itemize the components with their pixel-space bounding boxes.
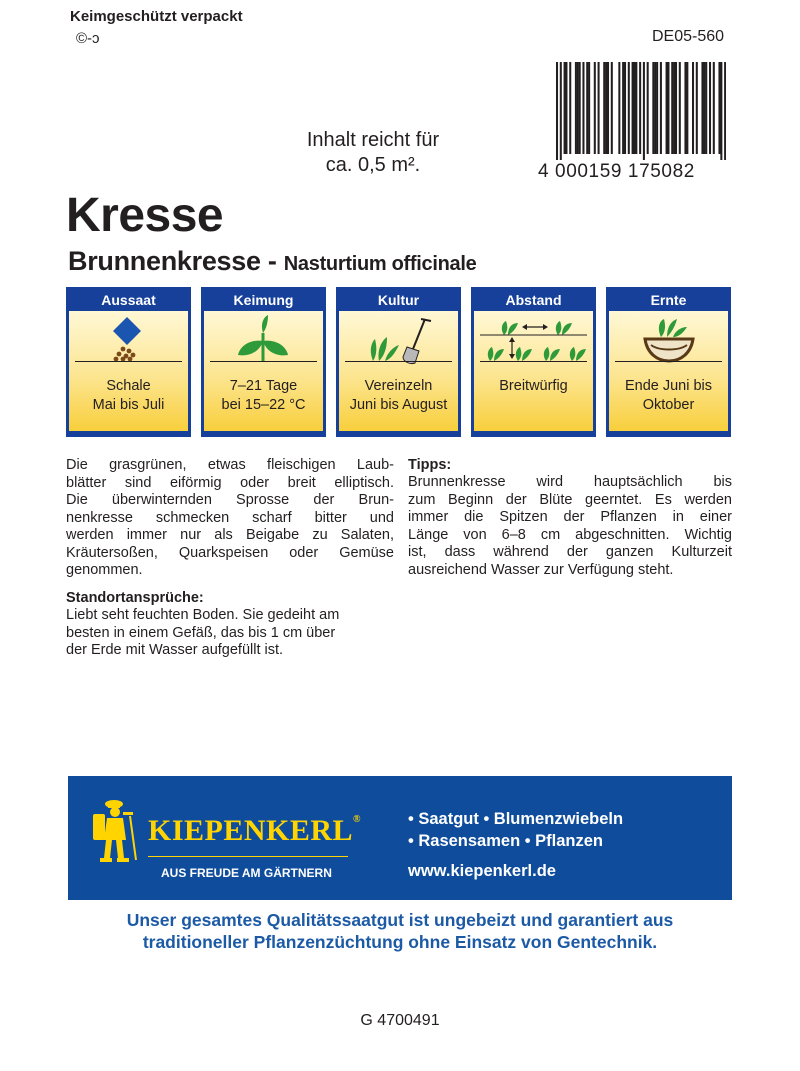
barcode-bar <box>686 62 688 154</box>
description-line: genommen. <box>66 562 143 578</box>
barcode-bar <box>652 62 654 154</box>
plant-spacing-icon <box>474 311 593 373</box>
barcode-bar <box>633 62 635 154</box>
soil-line <box>75 361 182 362</box>
barcode-bar <box>556 62 558 160</box>
card-text-line2: Mai bis Juli <box>92 397 165 413</box>
barcode-bar <box>635 62 637 154</box>
tips-line: Länge von 6–8 cm abgeschnitten. Wichtig <box>408 526 732 543</box>
barcode-bar <box>565 62 567 154</box>
barcode-bar <box>586 62 588 154</box>
brand-tagline: AUS FREUDE AM GÄRTNERN <box>161 866 332 880</box>
soil-line <box>480 361 587 362</box>
card-text <box>339 377 458 415</box>
card-body <box>339 311 458 431</box>
barcode-bar <box>618 62 620 154</box>
card-title: Abstand <box>505 292 562 308</box>
barcode-bar <box>579 62 581 154</box>
barcode-bar <box>724 62 726 160</box>
description-line: Die überwinternden Sprosse der Brun- <box>66 492 394 508</box>
description-line: Kräutersoßen, Quarkspeisen oder Gemüse <box>66 544 394 561</box>
tips-line: ist, dass während der ganzen Kulturzeit <box>408 544 732 560</box>
website-link[interactable]: www.kiepenkerl.de <box>408 862 556 880</box>
card-title: Kultur <box>377 292 420 308</box>
barcode-bar <box>605 62 607 154</box>
barcode-bar <box>577 62 579 154</box>
variety-name: Brunnenkresse - <box>68 246 277 276</box>
barcode-bar <box>603 62 605 154</box>
barcode-bar <box>713 62 715 154</box>
barcode-bar <box>624 62 626 154</box>
tips-line: immer die Spitzen der Pflanzen in einer <box>408 509 732 525</box>
barcode-bar <box>709 62 711 154</box>
site-line: Liebt seht feuchten Boden. Sie gedeiht am <box>66 607 340 623</box>
card-text-line2: bei 15–22 °C <box>221 397 306 413</box>
quality-note <box>60 909 740 953</box>
card-text-line2: Oktober <box>642 397 695 413</box>
soil-line <box>615 361 722 362</box>
barcode-bar <box>696 62 698 154</box>
kiepenkerl-mascot-icon <box>90 796 138 864</box>
card-body <box>69 311 188 431</box>
card-text-line1: Breitwürfig <box>499 378 568 394</box>
barcode-bar <box>569 62 571 154</box>
barcode-bar <box>703 62 705 154</box>
quality-note-line2: traditioneller Pflanzenzüchtung ohne Einsatz von Gentechnik. <box>142 932 658 952</box>
barcode-bar <box>598 62 600 154</box>
product-title: Kresse <box>66 189 224 242</box>
card-aussaat <box>66 287 191 437</box>
tips-line: ausreichend Wasser zur Verfügung steht. <box>408 561 674 578</box>
barcode-bar <box>667 62 669 154</box>
barcode <box>538 62 726 182</box>
barcode-bar <box>692 62 694 154</box>
site-line: der Erde mit Wasser aufgefüllt ist. <box>66 642 284 658</box>
barcode-bar <box>684 62 686 154</box>
tips-line: Brunnenkresse wird hauptsächlich bis <box>408 474 732 490</box>
card-text-line1: Schale <box>106 378 151 394</box>
card-text-line1: Ende Juni bis <box>624 378 713 394</box>
barcode-bar <box>701 62 703 154</box>
brand-name: KIEPENKERL <box>148 814 354 847</box>
barcode-bar <box>588 62 590 154</box>
brand-logo <box>148 814 361 848</box>
card-text-line2: Juni bis August <box>349 397 448 413</box>
barcode-bar <box>643 62 645 160</box>
barcode-bar <box>582 62 584 154</box>
quality-note-line1: Unser gesamtes Qualitätssaatgut ist ungebeizt und garantiert aus <box>126 910 674 930</box>
card-abstand <box>471 287 596 437</box>
content-note-line2: ca. 0,5 m². <box>325 154 421 176</box>
tips-heading: Tipps: <box>408 457 452 473</box>
description-line: nenkresse schmecken scharf bitter und <box>66 509 394 526</box>
copyright-symbol: ©-ↄ <box>76 30 100 47</box>
card-text <box>474 377 593 396</box>
barcode-bar <box>666 62 668 154</box>
description <box>66 457 394 580</box>
site-heading: Standortansprüche: <box>66 590 204 606</box>
barcode-bar <box>575 62 577 154</box>
description-line: blätter sind eiförmig oder breit elliptisch. <box>66 474 394 491</box>
product-subtitle <box>68 246 476 277</box>
spade-plant-icon <box>339 311 458 373</box>
barcode-bar <box>675 62 677 154</box>
barcode-bar <box>611 62 613 154</box>
barcode-bar <box>673 62 675 154</box>
sprout-icon <box>204 311 323 373</box>
soil-line <box>210 361 317 362</box>
tips-text <box>408 474 732 579</box>
barcode-bar <box>660 62 662 154</box>
card-title: Ernte <box>650 292 687 308</box>
brand-divider <box>148 856 348 857</box>
card-text <box>609 377 728 415</box>
barcode-bar <box>679 62 681 154</box>
seed-packet-icon <box>69 311 188 373</box>
barcode-bars <box>556 62 726 160</box>
card-text <box>204 377 323 415</box>
site-line: besten in einem Gefäß, das bis 1 cm über <box>66 624 336 641</box>
product-range <box>408 808 623 852</box>
card-kultur <box>336 287 461 437</box>
description-line: Die grasgrünen, etwas fleischigen Laub- <box>66 457 394 473</box>
footer-code: G 4700491 <box>360 1012 440 1029</box>
barcode-bar <box>720 62 722 160</box>
card-title: Aussaat <box>101 292 156 308</box>
product-range-line2: • Rasensamen • Pflanzen <box>408 832 603 850</box>
barcode-bar <box>632 62 634 154</box>
card-text-line1: 7–21 Tage <box>229 378 298 394</box>
packaging-note: Keimgeschützt verpackt <box>70 8 243 25</box>
barcode-digits: 4 000159 175082 <box>538 161 695 182</box>
content-note <box>272 128 474 178</box>
tips-line: zum Beginn der Blüte geerntet. Es werden <box>408 491 732 508</box>
card-title: Keimung <box>233 292 294 308</box>
barcode-bar <box>656 62 658 154</box>
barcode-bar <box>560 62 562 160</box>
barcode-bar <box>607 62 609 154</box>
card-body <box>474 311 593 431</box>
content-note-line1: Inhalt reicht für <box>306 129 440 151</box>
barcode-bar <box>647 62 649 154</box>
harvest-basket-icon <box>609 311 728 373</box>
card-text <box>69 377 188 415</box>
barcode-bar <box>654 62 656 154</box>
barcode-bar <box>639 62 641 154</box>
brand-banner <box>68 776 732 900</box>
soil-line <box>345 361 452 362</box>
barcode-bar <box>628 62 630 154</box>
barcode-bar <box>671 62 673 154</box>
barcode-bar <box>622 62 624 154</box>
barcode-bar <box>705 62 707 154</box>
registered-mark: ® <box>353 814 362 825</box>
cultivation-cards <box>66 287 730 437</box>
card-ernte <box>606 287 731 437</box>
card-body <box>204 311 323 431</box>
latin-name: Nasturtium officinale <box>283 253 477 275</box>
product-code: DE05-560 <box>652 28 725 45</box>
product-range-line1: • Saatgut • Blumenzwiebeln <box>408 810 624 828</box>
description-line: werden immer nur als Beigabe zu Salaten, <box>66 527 394 543</box>
card-body <box>609 311 728 431</box>
barcode-bar <box>564 62 566 154</box>
card-text-line1: Vereinzeln <box>364 378 433 394</box>
barcode-bar <box>594 62 596 154</box>
site-text <box>66 607 394 660</box>
card-keimung <box>201 287 326 437</box>
barcode-bar <box>718 62 720 154</box>
